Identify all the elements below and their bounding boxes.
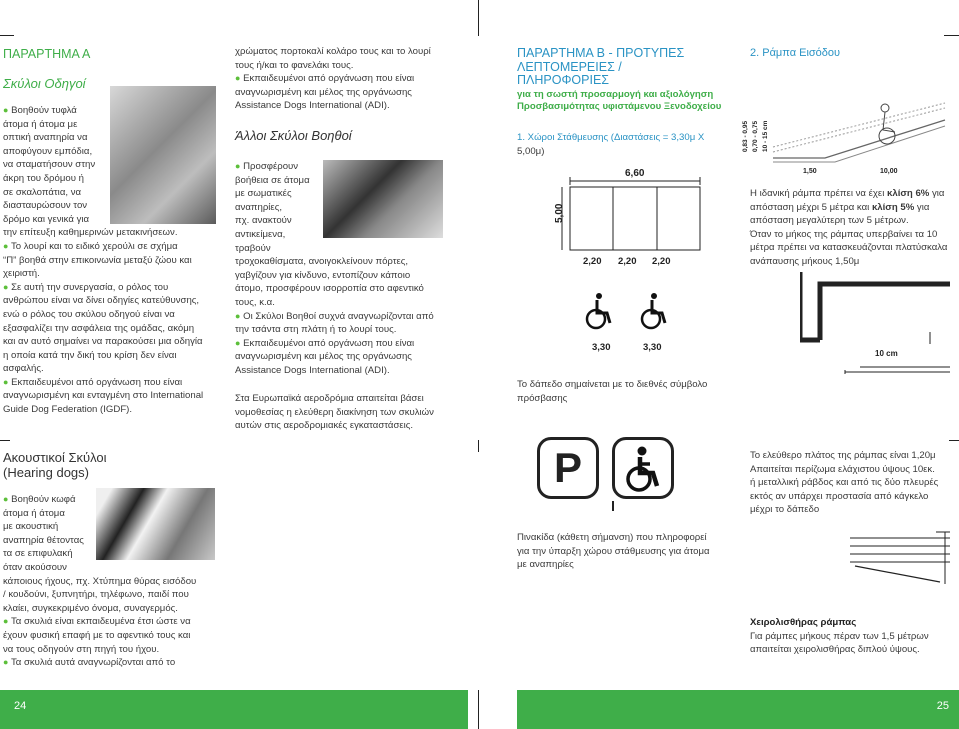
text-line: αντικείμενα, (235, 228, 286, 240)
heading-line: (Hearing dogs) (3, 465, 89, 480)
sign-caption (517, 531, 747, 572)
text-line: Assistance Dogs International (ADI). (235, 364, 390, 376)
dim-c: 2,20 (652, 256, 671, 267)
other-dogs-heading: Άλλοι Σκύλοι Βοηθοί (235, 128, 352, 143)
parking-floor-note (517, 378, 747, 405)
handrails-text (750, 616, 955, 657)
wheelchair-sign-icon (612, 437, 674, 499)
text-line: Σε αυτή την συνεργασία, ο ρόλος του (11, 281, 169, 293)
wheelchair-icon (642, 293, 665, 328)
ramp-dim-h3: 10 - 15 cm (762, 120, 769, 152)
text-line: και αν αυτό σημαίνει να παρακούσει μια οδηγία (3, 336, 203, 348)
crop-mark (0, 440, 10, 441)
text-line: ανάπαυσης μήκους 1,50μ (750, 255, 860, 267)
dim-depth: 5,00 (554, 203, 565, 223)
text-line: Οι Σκύλοι Βοηθοί συχνά αναγνωρίζονται από (243, 310, 434, 322)
page-number: 24 (14, 700, 27, 712)
title-line: ΠΑΡΑΡΤΗΜΑ Β - ΠΡΟΤΥΠΕΣ (517, 46, 685, 60)
text-line: δρόμο και γενικά για (3, 213, 90, 225)
text-line: βοήθεια σε άτομα (235, 174, 310, 186)
eu-airports-text (235, 392, 465, 433)
parking-dims: (Διαστάσεις = 3,30μ Χ (610, 132, 705, 143)
text-line: Τα σκυλιά αυτά αναγνωρίζονται από το (10, 657, 176, 669)
text-line: Assistance Dogs International (ADI). (235, 100, 390, 112)
text-line: τα σε επιφυλακή (3, 548, 73, 560)
text-line: αναγνωρισμένη και ενταγμένη στο International (3, 390, 204, 402)
text-line: την επίτευξη καθημερινών μετακινήσεων. (3, 227, 178, 239)
text-line: ενώ ο ρόλος του σκύλου οδηγού είναι να (3, 308, 175, 320)
dim-b: 2,20 (618, 256, 637, 267)
heading-line: Ακουστικοί Σκύλοι (3, 450, 107, 465)
text-line: την τσάντα στη πλάτη ή το λουρί τους. (235, 324, 397, 336)
text-line: αυτών στις αεροδρομιακές εγκαταστάσεις. (235, 420, 414, 432)
text-line: απόσταση μέχρι 5 μέτρα και κλίση 5% για (750, 201, 930, 213)
text-line: εξασφαλίζει την ασφάλεια της ομάδας, ακόμη (3, 322, 195, 334)
text-line: διασταυρώσουν τον (3, 200, 88, 212)
wheelchair-icon (587, 293, 610, 328)
text-line: νομοθεσίας η ελεύθερη διακίνηση των σκυλιών (235, 406, 434, 418)
text-line: εκτός αν υπάρχει προστασία από κάγκελο (750, 490, 929, 502)
space-a: 3,30 (592, 342, 611, 353)
text-line: έχουν φυσική επαφή με το αφεντικό τους και (3, 629, 191, 641)
text-line: τους ή/και το φανελάκι τους. (235, 59, 354, 71)
page-number: 25 (936, 700, 949, 712)
text-line: Στα Ευρωπαϊκά αεροδρόμια απαιτείται βάσει (235, 393, 424, 404)
crop-mark (949, 440, 959, 441)
title-line: ΛΕΠΤΟΜΕΡΕΙΕΣ / (517, 59, 622, 74)
handrails-heading: Χειρολισθήρας ράμπας (750, 617, 857, 628)
text-line: Το ελεύθερο πλάτος της ράμπας είναι 1,20μ (750, 450, 936, 461)
appendix-b-title (517, 47, 684, 88)
text-line: Τα σκυλιά είναι εκπαιδευμένα έτσι ώστε να (10, 616, 191, 628)
dim-total: 6,60 (625, 168, 645, 179)
text-line: Το λουρί και το ειδικό χερούλι σε σχήμα (10, 240, 178, 252)
text-line: τροχοκαθίσματα, ανοιγοκλείνουν πόρτες, (235, 256, 409, 268)
text-line: με αναπηρίες (517, 559, 574, 571)
text-line: / κουδούνι, ξυπνητήρι, τηλέφωνο, παιδί που (3, 589, 189, 601)
col2-top-text: χρώματος πορτοκαλί κολάρο τους και το λουρί τους ή/και το φανελάκι τους. ● Εκπαιδευμένοι από οργάνωση που είναι αναγνωρισμένη και μέλος της οργάνωσης Assistance Dogs International (ADI). (235, 45, 460, 113)
text-line: άτομα ή άτομα με (3, 118, 78, 130)
parking-dims-2: 5,00μ) (517, 145, 545, 157)
guide-dogs-heading: Σκύλοι Οδηγοί (3, 76, 86, 91)
text-line: Η ιδανική ράμπα πρέπει να έχει κλίση 6% για (750, 188, 945, 199)
text-line: κλαίει, συγκεκριμένο όνομα, συναγερμός. (3, 602, 178, 614)
crop-mark (478, 440, 479, 452)
text-line: με ακουστική (3, 521, 59, 533)
text-line: πρόσβασης (517, 392, 568, 404)
crop-mark (0, 35, 14, 36)
text-line: άκρη του δρόμου ή (3, 172, 84, 184)
left-footer-bar (0, 690, 468, 729)
text-line: με σωματικές (235, 188, 292, 200)
text-line: πχ. ανακτούν (235, 215, 292, 227)
crop-mark (478, 0, 479, 36)
text-line: τους, κ.α. (235, 296, 275, 308)
other-dogs-text: ● Προσφέρουν βοήθεια σε άτομα με σωματικές αναπηρίες, πχ. ανακτούν αντικείμενα, τραβούν τροχοκαθίσματα, ανοιγοκλείνουν πόρτες, γαβγίζουν για κίνδυνο, εντοπίζουν κάποιο άτομο, προσφέρουν ισορροπία στο αφεντικό τους, κ.α. ● Οι Σκύλοι Βοηθοί συχνά αναγνωρίζονται από την τσάντα στη πλάτη ή το λουρί τους. ● Εκπαιδευμένοι από οργάνωση που είναι αναγνωρισμένη και μέλος της οργάνωσης Assistance Dogs International (ADI). (235, 160, 460, 378)
subtitle-line: Προσβασιμότητας υφιστάμενου Ξενοδοχείου (517, 101, 722, 112)
text-line: χειριστή. (3, 268, 40, 280)
text-line: Όταν το μήκος της ράμπας υπερβαίνει τα 10 (750, 228, 938, 240)
ramp-dim-1: 1,50 (803, 168, 817, 175)
text-line: άτομο, προσφέρουν ισορροπία στο αφεντικό (235, 283, 424, 295)
text-line: Εκπαιδευμένοι από οργάνωση που είναι (243, 73, 415, 85)
guide-dogs-text: ● Βοηθούν τυφλά άτομα ή άτομα με οπτική αναπηρία να αποφύγουν εμπόδια, να σταματήσουν στην άκρη του δρόμου ή σε σκαλοπάτια, να διασταυρώσουν τον δρόμο και γενικά για την επίτευξη καθημερινών μετακινήσεων. ● Το λουρί και το ειδικό χερούλι σε σχήμα “Π” βοηθά στην επικοινωνία μεταξύ ζώου και χειριστή. ● Σε αυτή την συνεργασία, ο ρόλος του ανθρώπου είναι να δίνει οδηγίες κατεύθυνσης, ενώ ο ρόλος του σκύλου οδηγού είναι να εξασφαλίζει την ασφάλεια της ομάδας, ακόμη και αν αυτό σημαίνει να παρακούσει μια οδηγία η οποία κατά την δική του κρίση δεν είναι ασφαλής. ● Εκπαιδευμένοι από οργάνωση που είναι αναγνωρισμένη και ενταγμένη στο International Guide Dog Federation (IGDF). (3, 104, 213, 417)
text-line: Το δάπεδο σημαίνεται με το διεθνές σύμβολο (517, 379, 708, 390)
text-line: η οποία κατά την δική του κρίση δεν είναι (3, 349, 177, 361)
right-footer-bar (517, 690, 959, 729)
ramp-text (750, 187, 955, 269)
ramp-dim-h1: 0,83 - 0,95 (742, 120, 749, 152)
appendix-b-subtitle (517, 89, 721, 113)
text-line: Guide Dog Federation (IGDF). (3, 404, 133, 416)
parking-heading-num: 1. Χώροι Στάθμευσης (517, 132, 609, 143)
text-line: τραβούν (235, 242, 271, 254)
text-line: για την ύπαρξη χώρου στάθμευσης για άτομα (517, 545, 710, 557)
parking-diagram (545, 165, 730, 370)
text-line: όταν ακούσουν (3, 561, 67, 573)
crop-mark (944, 35, 959, 36)
parking-sign (537, 437, 687, 501)
text-line: μέχρι το δάπεδο (750, 504, 820, 516)
text-line: Εκπαιδευμένοι από οργάνωση που είναι (243, 337, 415, 349)
text-line: αναγνωρισμένη και μέλος της οργάνωσης (235, 351, 412, 363)
ramp-dim-h2: 0,70 - 0,75 (752, 120, 759, 152)
text-line: σε σκαλοπάτια, να (3, 186, 82, 198)
text-line: Απαιτείται περίζωμα ελάχιστου ύψους 10εκ. (750, 463, 935, 475)
text-line: ανθρώπου είναι να δίνει οδηγίες κατεύθυνσης, (3, 295, 200, 307)
hearing-dogs-heading (3, 450, 107, 480)
text-line: Βοηθούν τυφλά (11, 105, 77, 116)
text-line: Για ράμπες μήκους πέραν των 1,5 μέτρων (750, 630, 929, 642)
text-line: κάποιους ήχους, πχ. Χτύπημα θύρας εισόδου (3, 575, 197, 587)
dim-a: 2,20 (583, 256, 602, 267)
parking-p-icon (537, 437, 599, 499)
crop-mark (478, 690, 479, 729)
hearing-dogs-text: ● Βοηθούν κωφά άτομα ή άτομα με ακουστική αναπηρία θέτοντας τα σε επιφυλακή όταν ακούσουν κάποιους ήχους, πχ. Χτύπημα θύρας εισόδου / κουδούνι, ξυπνητήρι, τηλέφωνο, παιδί που κλαίει, συγκεκριμένο όνομα, συναγερμός. ● Τα σκυλιά είναι εκπαιδευμένα έτσι ώστε να έχουν φυσική επαφή με το αφεντικό τους και να τους οδηγούν στη πηγή του ήχου. ● Τα σκυλιά αυτά αναγνωρίζονται από το (3, 493, 213, 670)
space-b: 3,30 (643, 342, 662, 353)
text-line: Πινακίδα (κάθετη σήμανση) που πληροφορεί (517, 532, 707, 543)
text-line: οπτική αναπηρία να (3, 132, 88, 144)
handrail-diagram (850, 520, 950, 592)
text-line: αναπηρία θέτοντας (3, 534, 84, 546)
detail-label: 10 cm (875, 349, 898, 358)
text-line: να σταματήσουν στην (3, 159, 96, 171)
text-line: αναπηρίες, (235, 201, 282, 213)
text-line: αναγνωρισμένη και μέλος της οργάνωσης (235, 86, 412, 98)
ramp-dim-2: 10,00 (880, 168, 898, 175)
text-line: άτομα ή άτομα (3, 507, 65, 519)
text-line: ασφαλής. (3, 363, 44, 375)
text-line: απόσταση μεγαλύτερη των 5 μέτρων. (750, 215, 909, 227)
text-line: αποφύγουν εμπόδια, (3, 145, 93, 157)
text-line: να τους οδηγούν στη πηγή του ήχου. (3, 643, 160, 655)
ramp-heading: 2. Ράμπα Εισόδου (750, 47, 841, 59)
appendix-a-title: ΠΑΡΑΡΤΗΜΑ Α (3, 47, 91, 61)
text-line: γαβγίζουν για κίνδυνο, εντοπίζουν κάποιο (235, 269, 411, 281)
ramp-edge-detail-diagram (800, 272, 950, 382)
text-line: χρώματος πορτοκαλί κολάρο τους και το λουρί (235, 46, 431, 57)
ramp-elevation-diagram (735, 100, 950, 178)
title-line: ΠΛΗΡΟΦΟΡΙΕΣ (517, 73, 610, 87)
parking-heading (517, 131, 747, 158)
text-line: “Π” βοηθά στην επικοινωνία μεταξύ ζώου και (3, 254, 192, 266)
text-line: Προσφέρουν (243, 161, 299, 172)
text-line: ή μεταλλική ράβδος και από τις δύο πλευρές (750, 477, 939, 489)
text-line: απαιτείται χειρολισθήρας διπλού ύψους. (750, 644, 920, 656)
ramp-width-text (750, 449, 955, 517)
text-line: Βοηθούν κωφά (11, 494, 76, 505)
sign-pole (612, 501, 614, 511)
parking-p-letter: P (553, 444, 582, 491)
subtitle-line: για τη σωστή προσαρμογή και αξιολόγηση (517, 89, 714, 100)
text-line: Εκπαιδευμένοι από οργάνωση που είναι (11, 376, 183, 388)
text-line: μέτρα πρέπει να κατασκευάζονται πλατύσκαλα (750, 242, 948, 254)
